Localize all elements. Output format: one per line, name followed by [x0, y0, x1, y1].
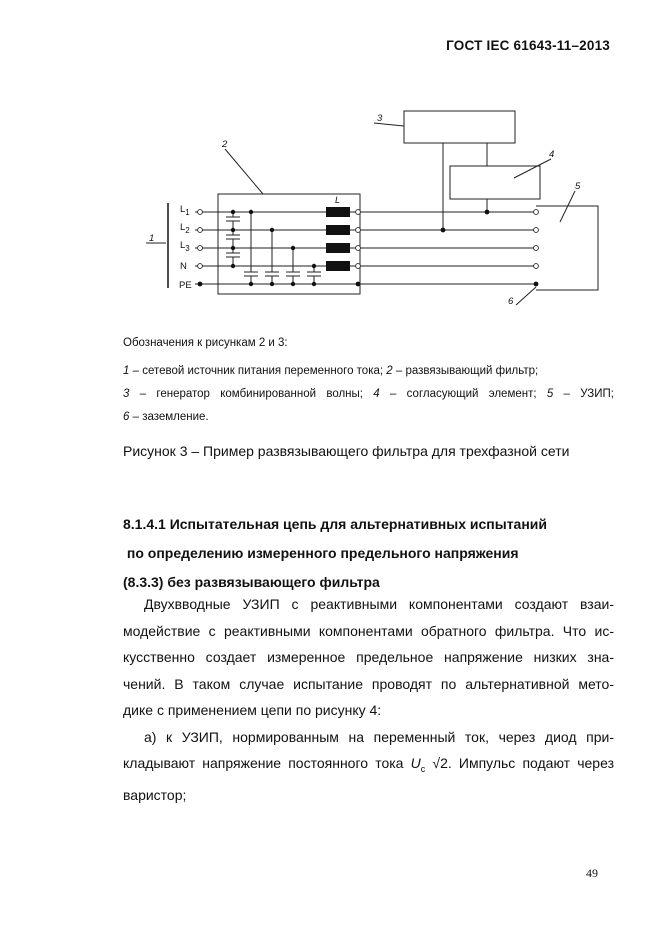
capacitor-ladder-left [226, 212, 240, 266]
label-5: 5 [575, 181, 581, 192]
label-4-leader [514, 159, 551, 178]
paragraph-line: модействие с реактивными компонентами обратного фильтра. Что ис- [123, 622, 614, 639]
line-label-l3: $L_3$ [180, 240, 190, 253]
page-number: 49 [586, 866, 598, 880]
paragraph-line: а) к УЗИП, нормированным на переменный ток, через диод при- [144, 728, 614, 745]
inductors [326, 207, 350, 271]
legend-line: 3 – генератор комбинированной волны; 4 – согласующий элемент; 5 – УЗИП; [123, 388, 614, 400]
legend-title: Обозначения к рисункам 2 и 3: [123, 337, 288, 349]
figure-caption: Рисунок 3 – Пример развязывающего фильтра для трехфазной сети [123, 443, 570, 459]
line-label-l1: $L_1$ [180, 204, 190, 217]
paragraph-line: кладывают напряжение постоянного тока $U_c$ √2. Импульс подают через [123, 755, 614, 774]
paragraph-line: Двухвводные УЗИП с реактивными компонентами создают взаи- [144, 596, 614, 612]
body-text [123, 591, 614, 809]
line-label-l2: $L_2$ [180, 222, 190, 235]
paragraph-line: чений. В таком случае испытание проводят по альтернативной мето- [123, 675, 614, 692]
inductor-label: L [335, 195, 341, 205]
line-label-pe: PE [179, 280, 192, 291]
section-heading-line: (8.3.3) без развязывающего фильтра [123, 574, 380, 590]
label-1: 1 [149, 233, 155, 244]
terminal-circles [198, 210, 539, 269]
filter-diagram [0, 100, 661, 320]
generator-box [404, 111, 515, 143]
label-6: 6 [508, 296, 514, 307]
label-4: 4 [549, 149, 555, 160]
paragraph-line: кусственно создает измеренное предельное напряжение низких зна- [123, 649, 614, 665]
phase-lines [195, 212, 536, 284]
figure-legend [123, 360, 614, 429]
legend-line: 1 – сетевой источник питания переменного тока; 2 – развязывающий фильтр; [123, 365, 539, 377]
section-heading-line: по определению измеренного предельного напряжения [123, 545, 519, 561]
label-6-leader [516, 287, 536, 305]
spd-box [536, 206, 598, 290]
coupling-box [450, 166, 540, 199]
line-label-n: N [180, 261, 187, 272]
document-header: ГОСТ IEC 61643-11–2013 [446, 38, 610, 53]
paragraph-line: варистор; [123, 787, 187, 804]
section-heading [123, 510, 614, 597]
paragraph-line: дике с применением цепи по рисунку 4: [123, 702, 382, 718]
label-2: 2 [222, 139, 228, 150]
legend-line: 6 – заземление. [123, 411, 209, 423]
label-3: 3 [377, 113, 383, 124]
section-heading-line: 8.1.4.1 Испытательная цепь для альтернативных испытаний [123, 516, 547, 532]
label-2-leader [225, 149, 263, 194]
